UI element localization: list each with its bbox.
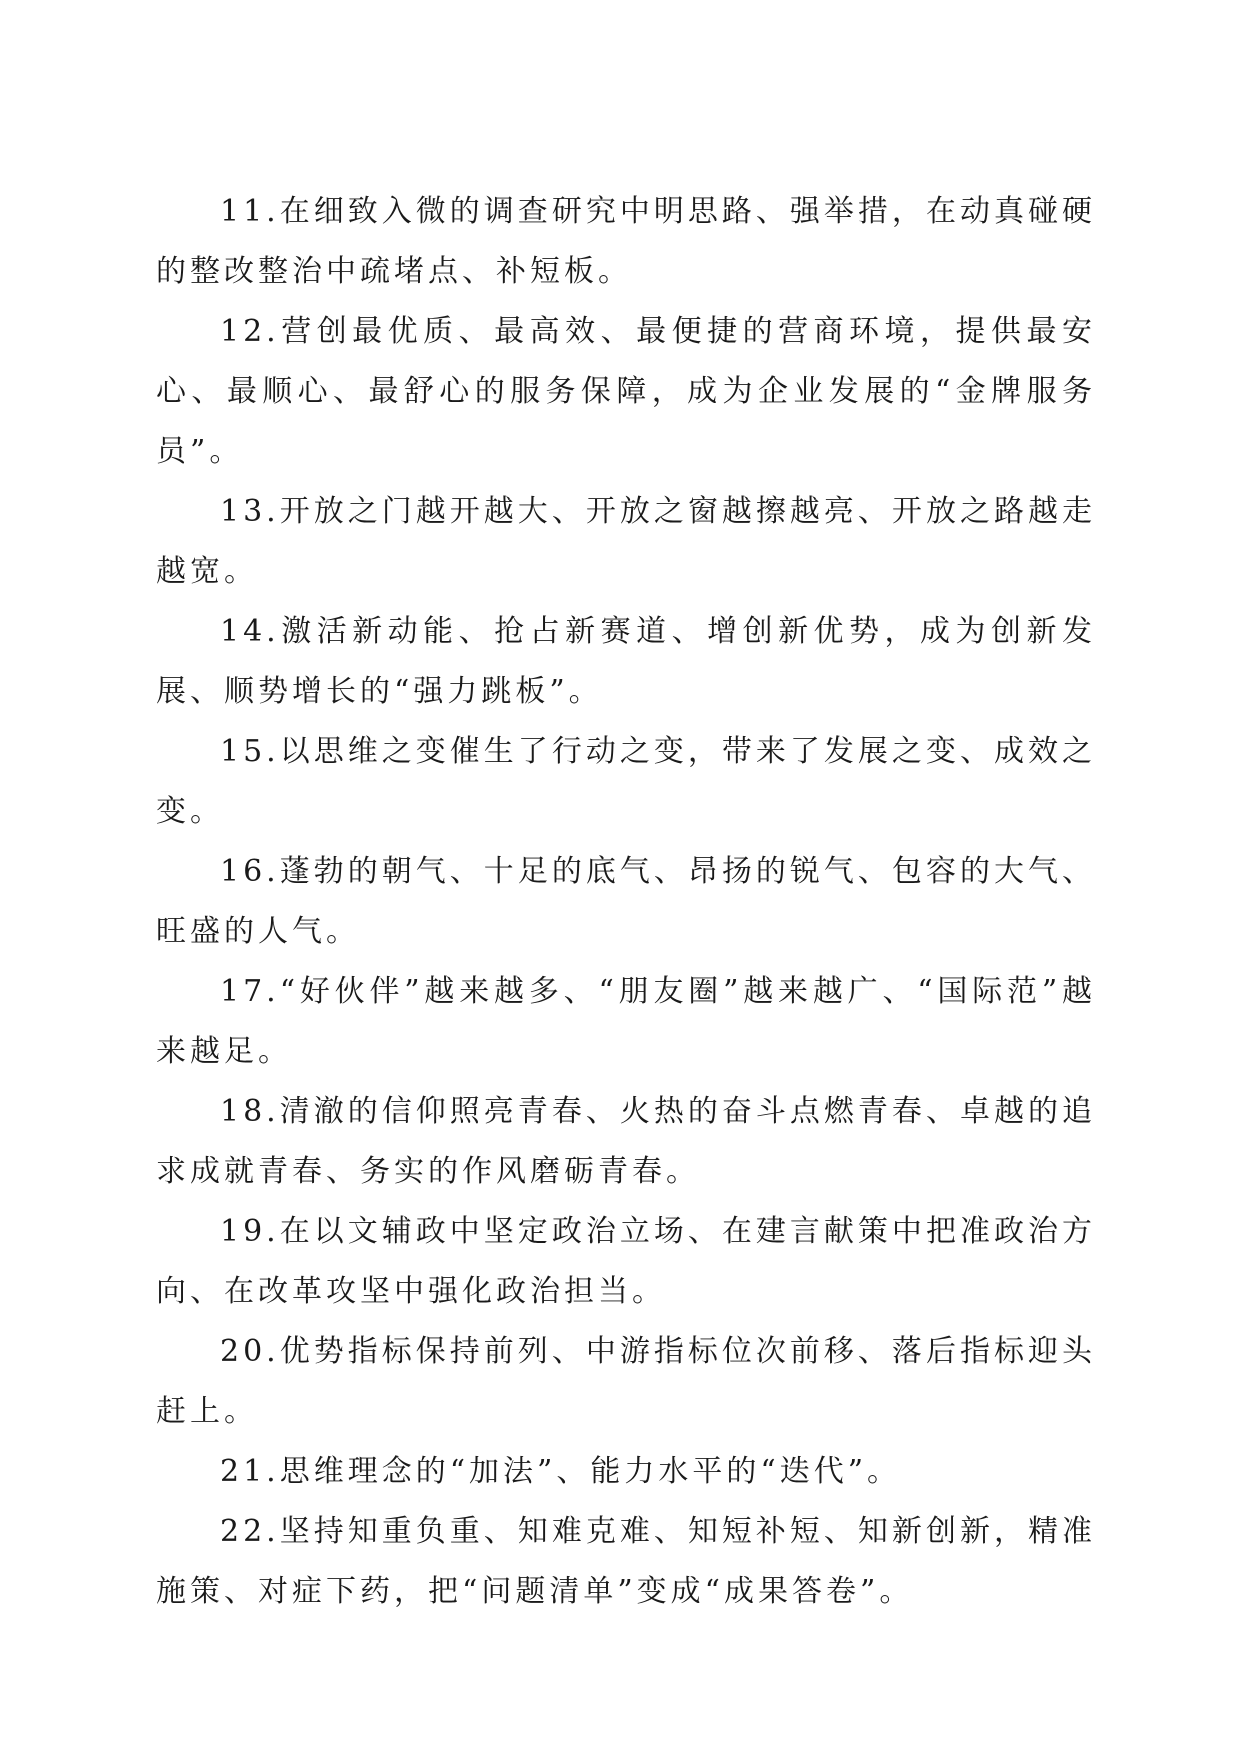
- list-item-11: 11.在细致入微的调查研究中明思路、强举措，在动真碰硬的整改整治中疏堵点、补短板。: [156, 194, 1096, 289]
- list-item-19: 19.在以文辅政中坚定政治立场、在建言献策中把准政治方向、在改革攻坚中强化政治担当。: [156, 1214, 1096, 1309]
- list-item-12: 12.营创最优质、最高效、最便捷的营商环境，提供最安心、最顺心、最舒心的服务保障，成为企业发展的“金牌服务员”。: [156, 314, 1096, 469]
- list-item-18: 18.清澈的信仰照亮青春、火热的奋斗点燃青春、卓越的追求成就青春、务实的作风磨砺青春。: [156, 1094, 1096, 1189]
- list-item-16: 16.蓬勃的朝气、十足的底气、昂扬的锐气、包容的大气、旺盛的人气。: [156, 854, 1096, 949]
- list-item-17: 17.“好伙伴”越来越多、“朋友圈”越来越广、“国际范”越来越足。: [156, 974, 1096, 1069]
- list-item-14: 14.激活新动能、抢占新赛道、增创新优势，成为创新发展、顺势增长的“强力跳板”。: [156, 614, 1096, 709]
- list-item-20: 20.优势指标保持前列、中游指标位次前移、落后指标迎头赶上。: [156, 1334, 1096, 1429]
- list-item-15: 15.以思维之变催生了行动之变，带来了发展之变、成效之变。: [156, 734, 1096, 829]
- list-item-21: 21.思维理念的“加法”、能力水平的“迭代”。: [220, 1454, 902, 1489]
- document-body: [156, 182, 1096, 1622]
- list-item-13: 13.开放之门越开越大、开放之窗越擦越亮、开放之路越走越宽。: [156, 494, 1096, 589]
- list-item-22: 22.坚持知重负重、知难克难、知短补短、知新创新，精准施策、对症下药，把“问题清单”变成“成果答卷”。: [156, 1514, 1096, 1609]
